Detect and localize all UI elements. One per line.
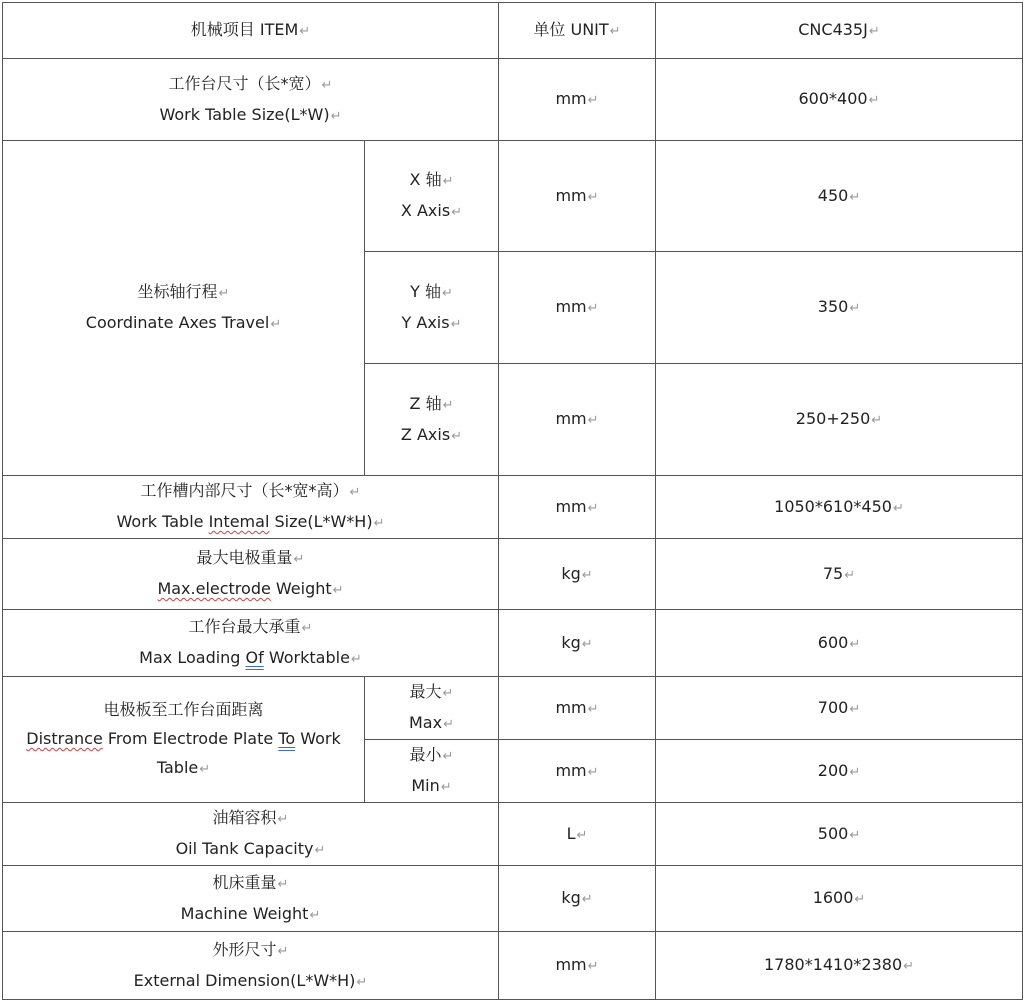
unit-value: kg	[561, 563, 581, 583]
paragraph-mark: ↵	[350, 652, 362, 667]
item-cn: 机床重量	[212, 872, 277, 892]
value-cell	[656, 476, 1023, 539]
item-en-part: Of	[245, 648, 264, 667]
header-item-cell	[3, 3, 499, 59]
header-model-label: CNC435J	[798, 20, 868, 39]
paragraph-mark: ↵	[301, 621, 313, 636]
paragraph-mark: ↵	[581, 892, 593, 907]
header-row	[3, 3, 1023, 59]
unit-value: mm	[555, 760, 587, 780]
header-unit-cell	[499, 3, 656, 59]
paragraph-mark: ↵	[199, 762, 211, 777]
unit-cell	[499, 610, 656, 677]
unit-cell	[499, 866, 656, 932]
item-en: Oil Tank Capacity	[175, 839, 314, 858]
spec-value: 350	[817, 297, 849, 316]
sub-item-en: Min	[411, 776, 440, 795]
paragraph-mark: ↵	[854, 892, 866, 907]
item-cn: 电极板至工作台面距离	[103, 700, 264, 719]
paragraph-mark: ↵	[330, 108, 342, 124]
paragraph-mark: ↵	[349, 485, 361, 500]
paragraph-mark: ↵	[587, 189, 599, 205]
table-row	[3, 141, 1023, 252]
item-cell	[3, 539, 499, 610]
item-cell	[3, 141, 365, 476]
table-row	[3, 677, 1023, 740]
paragraph-mark: ↵	[442, 686, 454, 701]
paragraph-mark: ↵	[587, 301, 599, 316]
paragraph-mark: ↵	[868, 24, 880, 39]
sub-item-en: Y Axis	[401, 312, 450, 332]
unit-value: kg	[561, 632, 581, 652]
item-cn: 最大电极重量	[196, 548, 293, 567]
spec-value: 250+250	[795, 409, 871, 428]
table-row	[3, 866, 1023, 932]
value-cell	[656, 252, 1023, 364]
paragraph-mark: ↵	[849, 827, 861, 843]
item-en-part: Distrance	[26, 729, 103, 748]
item-cell	[3, 610, 499, 677]
paragraph-mark: ↵	[332, 583, 344, 598]
sub-item-cell	[365, 252, 499, 364]
paragraph-mark: ↵	[442, 397, 454, 413]
item-cn: 工作台尺寸（长*宽）	[168, 73, 321, 93]
item-cell	[3, 59, 499, 141]
paragraph-mark: ↵	[440, 780, 452, 795]
paragraph-mark: ↵	[293, 552, 305, 567]
paragraph-mark: ↵	[277, 812, 289, 827]
unit-cell	[499, 364, 656, 476]
unit-value: mm	[555, 496, 587, 516]
paragraph-mark: ↵	[270, 317, 282, 332]
item-en: Coordinate Axes Travel	[85, 313, 270, 332]
paragraph-mark: ↵	[576, 827, 588, 843]
item-cn: 油箱容积	[212, 808, 277, 827]
sub-item-cn: Z 轴	[409, 393, 442, 413]
sub-item-en: Max	[409, 713, 443, 732]
value-cell	[656, 866, 1023, 932]
unit-cell	[499, 141, 656, 252]
value-cell	[656, 610, 1023, 677]
item-cn: 工作台最大承重	[188, 617, 301, 636]
unit-value: mm	[555, 697, 587, 717]
item-en-part: Weight	[270, 579, 332, 598]
item-en-part: From Electrode Plate	[102, 729, 279, 748]
paragraph-mark: ↵	[442, 174, 454, 189]
paragraph-mark: ↵	[892, 500, 904, 516]
unit-value: kg	[561, 888, 581, 907]
paragraph-mark: ↵	[587, 959, 599, 974]
header-item-label: 机械项目 ITEM	[190, 20, 299, 39]
unit-value: mm	[555, 955, 587, 974]
paragraph-mark: ↵	[849, 764, 861, 780]
sub-item-cell	[365, 740, 499, 803]
paragraph-mark: ↵	[581, 636, 593, 652]
item-en-part: Work Table	[116, 512, 209, 531]
unit-cell	[499, 803, 656, 866]
spec-value: 450	[817, 185, 849, 205]
unit-cell	[499, 932, 656, 1000]
unit-cell	[499, 59, 656, 141]
item-en: Work Table Size(L*W)	[159, 104, 330, 124]
paragraph-mark: ↵	[450, 316, 462, 332]
item-en: Machine Weight	[180, 903, 309, 923]
sub-item-cn: 最小	[409, 745, 442, 764]
spec-value: 1600	[812, 888, 854, 907]
table-row	[3, 610, 1023, 677]
unit-value: L	[566, 823, 576, 843]
item-en-part: Work	[295, 729, 341, 748]
sub-item-cn: 最大	[409, 682, 442, 701]
paragraph-mark: ↵	[321, 77, 333, 93]
spec-value: 600	[817, 632, 849, 652]
value-cell	[656, 364, 1023, 476]
paragraph-mark: ↵	[314, 843, 326, 858]
item-en-part: Intemal	[208, 512, 270, 531]
item-en-part: Size(L*W*H)	[269, 512, 373, 531]
unit-value: mm	[555, 89, 587, 108]
spec-value: 200	[817, 760, 849, 780]
table-row	[3, 539, 1023, 610]
paragraph-mark: ↵	[587, 701, 599, 717]
paragraph-mark: ↵	[373, 516, 385, 531]
paragraph-mark: ↵	[587, 93, 599, 108]
unit-cell	[499, 677, 656, 740]
value-cell	[656, 677, 1023, 740]
paragraph-mark: ↵	[277, 943, 289, 959]
sub-item-en: X Axis	[400, 201, 451, 220]
item-cn: 工作槽内部尺寸（长*宽*高）	[140, 481, 349, 500]
item-en-part: Table	[156, 758, 199, 777]
paragraph-mark: ↵	[849, 189, 861, 205]
spec-value: 600*400	[798, 89, 868, 108]
item-cell	[3, 677, 365, 803]
paragraph-mark: ↵	[868, 93, 880, 108]
unit-cell	[499, 539, 656, 610]
paragraph-mark: ↵	[218, 286, 230, 301]
table-row	[3, 476, 1023, 539]
item-en: External Dimension(L*W*H)	[133, 970, 356, 990]
sub-item-cn: Y 轴	[410, 281, 441, 301]
spec-value: 1780*1410*2380	[763, 955, 903, 974]
item-en-part: Worktable	[263, 648, 350, 667]
sub-item-en: Z Axis	[400, 424, 451, 444]
item-en-part: Max.electrode	[157, 579, 271, 598]
paragraph-mark: ↵	[849, 701, 861, 717]
unit-value: mm	[555, 185, 587, 205]
item-en-part: To	[278, 729, 296, 748]
paragraph-mark: ↵	[609, 24, 621, 39]
item-cn: 坐标轴行程	[137, 282, 218, 301]
paragraph-mark: ↵	[451, 428, 463, 444]
value-cell	[656, 803, 1023, 866]
header-unit-label: 单位 UNIT	[533, 20, 609, 39]
spec-value: 75	[822, 563, 844, 583]
paragraph-mark: ↵	[451, 205, 463, 220]
item-en-part: Max Loading	[139, 648, 246, 667]
sub-item-cell	[365, 364, 499, 476]
paragraph-mark: ↵	[299, 24, 311, 39]
paragraph-mark: ↵	[903, 959, 915, 974]
unit-cell	[499, 476, 656, 539]
paragraph-mark: ↵	[442, 749, 454, 764]
unit-cell	[499, 740, 656, 803]
paragraph-mark: ↵	[849, 301, 861, 316]
value-cell	[656, 539, 1023, 610]
item-cell	[3, 932, 499, 1000]
paragraph-mark: ↵	[356, 974, 368, 990]
paragraph-mark: ↵	[587, 764, 599, 780]
item-cell	[3, 866, 499, 932]
value-cell	[656, 141, 1023, 252]
paragraph-mark: ↵	[581, 567, 593, 583]
table-row	[3, 59, 1023, 141]
paragraph-mark: ↵	[443, 717, 454, 732]
value-cell	[656, 740, 1023, 803]
spec-value: 500	[817, 823, 849, 843]
spec-table	[2, 2, 1023, 1000]
spec-value: 1050*610*450	[774, 496, 892, 516]
paragraph-mark: ↵	[871, 413, 883, 428]
paragraph-mark: ↵	[277, 876, 289, 892]
paragraph-mark: ↵	[441, 285, 453, 301]
sub-item-cell	[365, 677, 499, 740]
unit-cell	[499, 252, 656, 364]
sub-item-cell	[365, 141, 499, 252]
table-row	[3, 803, 1023, 866]
spec-value: 700	[817, 697, 849, 717]
unit-value: mm	[555, 409, 587, 428]
paragraph-mark: ↵	[849, 636, 861, 652]
paragraph-mark: ↵	[587, 500, 599, 516]
item-cell	[3, 803, 499, 866]
paragraph-mark: ↵	[587, 413, 599, 428]
value-cell	[656, 932, 1023, 1000]
sub-item-cn: X 轴	[409, 170, 442, 189]
unit-value: mm	[555, 297, 587, 316]
item-cell	[3, 476, 499, 539]
value-cell	[656, 59, 1023, 141]
table-row	[3, 932, 1023, 1000]
paragraph-mark: ↵	[844, 567, 856, 583]
header-model-cell	[656, 3, 1023, 59]
item-cn: 外形尺寸	[212, 939, 277, 959]
paragraph-mark: ↵	[309, 907, 321, 923]
